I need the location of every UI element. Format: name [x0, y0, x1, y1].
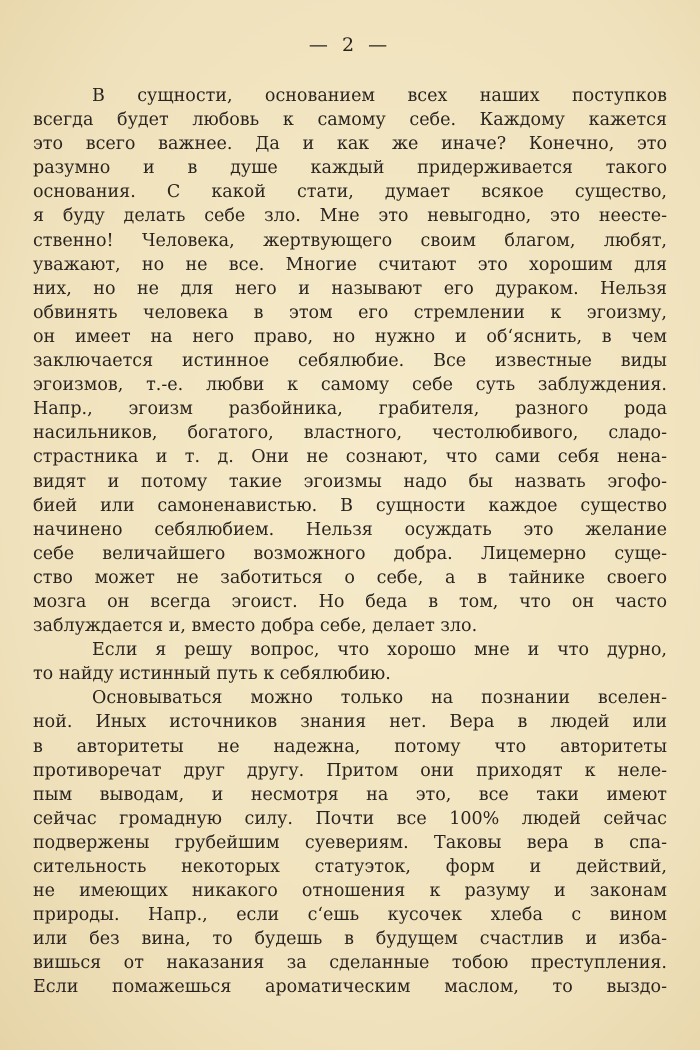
- text-line: пым выводам, и несмотря на это, все таки имеют: [33, 784, 667, 805]
- text-line: природы. Напр., если с‘ешь кусочек хлеба с вином: [33, 905, 667, 926]
- text-line: заключается истинное себялюбие. Все известные виды: [33, 351, 667, 372]
- text-line: мозга он всегда эгоист. Но беда в том, что он часто: [33, 591, 667, 612]
- text-line: себе величайшего возможного добра. Лицемерно суще-: [33, 543, 667, 564]
- text-line: эгоизмов, т.-е. любви к самому себе суть заблуждения.: [33, 375, 667, 396]
- text-line: это всего важнее. Да и как же иначе? Конечно, это: [33, 134, 667, 155]
- text-line: видят и потому такие эгоизмы надо бы назвать эгофо-: [33, 471, 667, 492]
- text-line: то найду истинный путь к себялюбию.: [33, 664, 391, 685]
- text-line: бией или самоненавистью. В сущности каждое существо: [33, 495, 667, 516]
- text-line: или без вина, то будешь в будущем счастлив и изба-: [33, 929, 667, 950]
- text-line: он имеет на него право, но нужно и об‘яснить, в чем: [33, 326, 667, 347]
- text-line: подвержены грубейшим суевериям. Таковы вера в спа-: [33, 832, 667, 853]
- text-line: не имеющих никакого отношения к разуму и законам: [33, 881, 667, 902]
- text-line: основания. С какой стати, думает всякое существо,: [33, 182, 667, 203]
- body-text: [33, 84, 667, 1000]
- page-number: — 2 —: [308, 34, 392, 56]
- text-line: ственно! Человека, жертвующего своим благом, любят,: [33, 230, 667, 251]
- text-line: противоречат друг другу. Притом они приходят к неле-: [33, 760, 667, 781]
- text-line: В сущности, основанием всех наших поступков: [92, 86, 667, 106]
- text-line: в авторитеты не надежна, потому что авторитеты: [33, 736, 667, 757]
- text-line: заблуждается и, вместо добра себе, делает зло.: [33, 616, 478, 637]
- text-line: уважают, но не все. Многие считают это хорошим для: [33, 254, 667, 275]
- text-line: них, но не для него и называют его дураком. Нельзя: [33, 278, 667, 299]
- text-line: всегда будет любовь к самому себе. Каждому кажется: [33, 110, 667, 131]
- text-line: сительность некоторых статуэток, форм и действий,: [33, 857, 667, 877]
- text-line: сейчас громадную силу. Почти все 100% людей сейчас: [33, 808, 667, 829]
- text-line: Напр., эгоизм разбойника, грабителя, разного рода: [33, 399, 667, 420]
- text-line: Если помажешься ароматическим маслом, то выздо-: [33, 977, 667, 998]
- text-line: я буду делать себе зло. Мне это невыгодно, это неесте-: [33, 206, 667, 227]
- text-line: страстника и т. д. Они не сознают, что сами себя нена-: [33, 447, 667, 468]
- text-line: обвинять человека в этом его стремлении к эгоизму,: [33, 302, 667, 323]
- text-line: насильников, богатого, властного, честолюбивого, сладо-: [33, 423, 667, 444]
- text-line: Основываться можно только на познании вселен-: [92, 688, 667, 709]
- text-line: ной. Иных источников знания нет. Вера в людей или: [33, 712, 667, 733]
- text-line: начинено себялюбием. Нельзя осуждать это желание: [33, 519, 667, 540]
- text-line: разумно и в душе каждый придерживается такого: [33, 158, 667, 179]
- text-line: вишься от наказания за сделанные тобою преступления.: [33, 953, 667, 974]
- text-line: Если я решу вопрос, что хорошо мне и что дурно,: [92, 640, 667, 661]
- text-line: ство может не заботиться о себе, а в тайнике своего: [33, 567, 667, 588]
